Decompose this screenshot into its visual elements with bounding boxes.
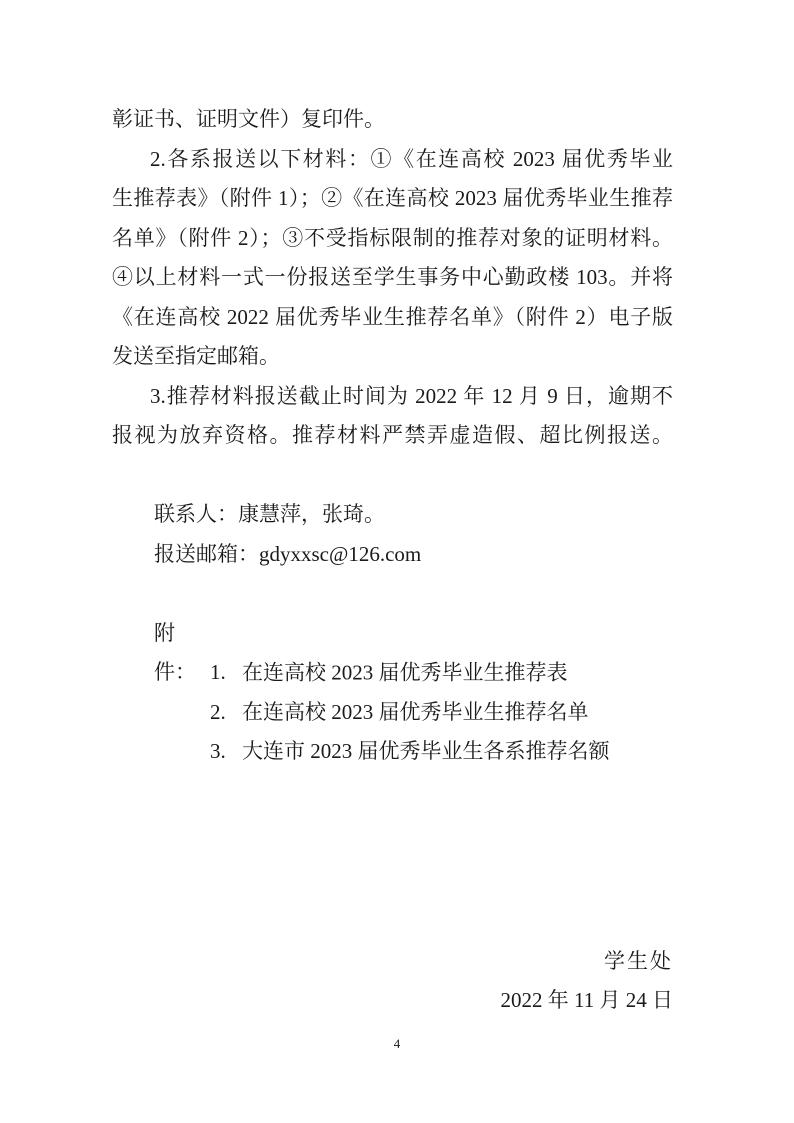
paragraph-line: 名单》（附件 2）；③不受指标限制的推荐对象的证明材料。 — [112, 225, 673, 250]
attachments-label: 附件： — [154, 620, 196, 684]
attachment-number: 1. — [210, 660, 226, 684]
signature-date: 2022 年 11 月 24 日 — [500, 988, 673, 1012]
attachment-item — [112, 614, 673, 693]
attachment-item — [112, 693, 673, 733]
paragraph-line: 报视为放弃资格。推荐材料严禁弄虚造假、超比例报送。 — [112, 423, 673, 447]
signature-org: 学生处 — [604, 948, 673, 973]
paragraph-line: 发送至指定邮箱。 — [112, 344, 280, 368]
attachment-item — [112, 732, 673, 772]
attachment-number: 2. — [210, 699, 226, 724]
paragraph-line: 生推荐表》（附件 1）；②《在连高校 2023 届优秀毕业生推荐 — [112, 186, 673, 210]
paragraph-line: 彰证书、证明文件）复印件。 — [112, 107, 385, 131]
attachment-title: 在连高校 2023 届优秀毕业生推荐表 — [242, 660, 568, 684]
attachment-number: 3. — [210, 739, 226, 763]
attachment-title: 大连市 2023 届优秀毕业生各系推荐名额 — [242, 739, 610, 763]
contact-person-line: 联系人：康慧萍，张琦。 — [154, 502, 385, 526]
page-footer — [0, 1036, 794, 1052]
signature-block — [112, 942, 673, 1021]
paragraph-line: ④以上材料一式一份报送至学生事务中心勤政楼 103。并将 — [112, 265, 673, 289]
paragraph-line: 3.推荐材料报送截止时间为 2022 年 12 月 9 日，逾期不 — [150, 383, 673, 408]
contact-email-line: 报送邮箱：gdyxxsc@126.com — [154, 541, 422, 566]
paragraph-line: 《在连高校 2022 届优秀毕业生推荐名单》（附件 2）电子版 — [112, 304, 673, 329]
page-number: 4 — [393, 1036, 401, 1051]
document-body — [112, 100, 673, 1021]
attachment-title: 在连高校 2023 届优秀毕业生推荐名单 — [242, 699, 589, 724]
paragraph-line: 2.各系报送以下材料：①《在连高校 2023 届优秀毕业 — [150, 146, 673, 171]
